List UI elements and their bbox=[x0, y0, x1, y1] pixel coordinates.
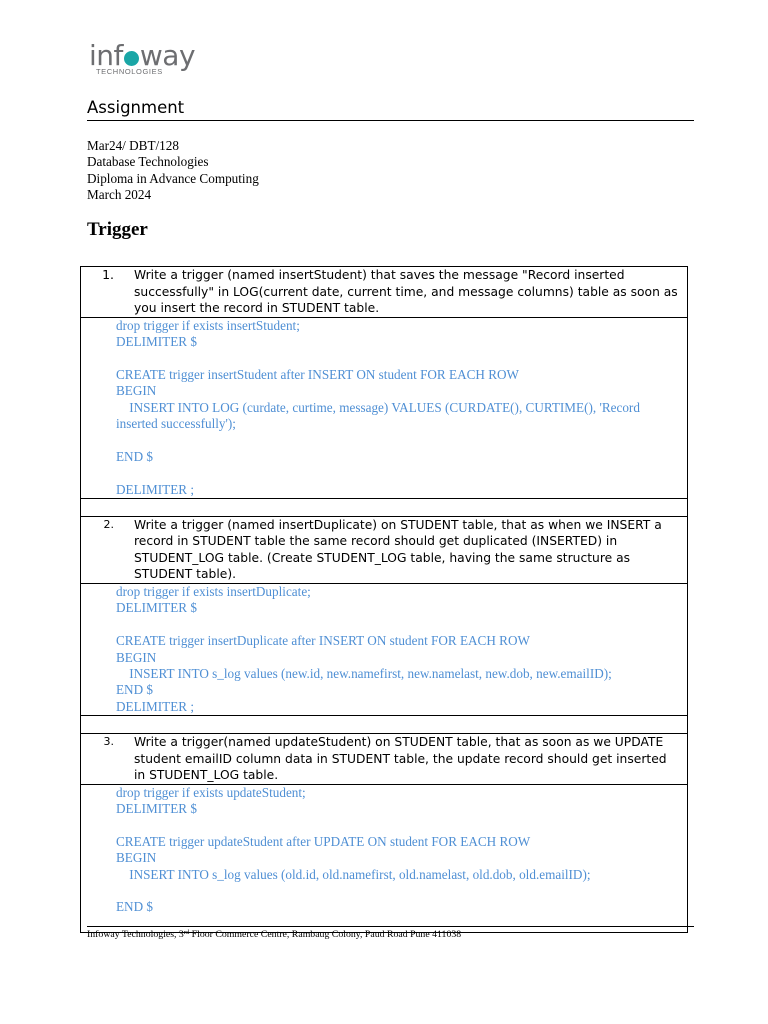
heading-divider bbox=[87, 120, 694, 121]
spacer-row bbox=[81, 498, 688, 516]
code-line: drop trigger if exists insertDuplicate; bbox=[116, 583, 311, 599]
code-line: DELIMITER $ bbox=[116, 600, 197, 616]
code-line bbox=[116, 350, 679, 366]
code-line: INSERT INTO s_log values (old.id, old.namefirst, old.namelast, old.dob, old.emailID); bbox=[116, 866, 591, 882]
footer-divider bbox=[87, 926, 694, 927]
meta-line-date: March 2024 bbox=[87, 187, 152, 203]
meta-line-code: Mar24/ DBT/128 bbox=[87, 138, 179, 153]
footer-address bbox=[87, 929, 461, 940]
code-line: BEGIN bbox=[116, 850, 157, 866]
question-number: 3. bbox=[103, 735, 114, 749]
code-block bbox=[81, 785, 687, 932]
code-line bbox=[116, 432, 679, 448]
question-text: Write a trigger(named updateStudent) on STUDENT table, that as soon as we UPDATE student emailID column data in STUDENT table, the update record should get inserted in STUDENT_LOG table. bbox=[134, 735, 667, 783]
page-heading: Assignment bbox=[87, 98, 185, 117]
question-row bbox=[81, 516, 688, 583]
section-title: Trigger bbox=[87, 219, 148, 240]
logo-text-start: inf bbox=[89, 39, 123, 72]
document-meta bbox=[87, 138, 259, 204]
question-text: Write a trigger (named insertDuplicate) on STUDENT table, that as when we INSERT a record in STUDENT table the same record should get duplicated (INSERTED) in STUDENT_LOG table. (Create STUDENT_LOG table, having the same structure as STUDENT table). bbox=[134, 517, 662, 582]
question-row bbox=[81, 267, 688, 318]
code-block bbox=[81, 318, 687, 498]
code-line: DELIMITER ; bbox=[116, 698, 195, 714]
assignment-table bbox=[80, 266, 688, 933]
code-line bbox=[116, 465, 679, 481]
code-line: END $ bbox=[116, 448, 153, 464]
logo-dot-icon bbox=[124, 51, 139, 66]
code-line: DELIMITER $ bbox=[116, 801, 197, 817]
code-line: END $ bbox=[116, 899, 153, 915]
logo-tagline: TECHNOLOGIES bbox=[96, 67, 163, 76]
code-line bbox=[116, 617, 679, 633]
code-line bbox=[116, 883, 679, 899]
answer-row bbox=[81, 583, 688, 715]
code-line: DELIMITER $ bbox=[116, 333, 197, 349]
meta-line-course: Diploma in Advance Computing bbox=[87, 170, 259, 186]
question-number: 1. bbox=[102, 267, 114, 282]
code-line: END $ bbox=[116, 682, 153, 698]
code-line: INSERT INTO s_log values (new.id, new.namefirst, new.namelast, new.dob, new.emailID); bbox=[116, 665, 612, 681]
meta-line-subject: Database Technologies bbox=[87, 154, 209, 170]
code-block bbox=[81, 584, 687, 715]
code-line: drop trigger if exists insertStudent; bbox=[116, 317, 300, 333]
code-line: DELIMITER ; bbox=[116, 481, 195, 497]
code-line: INSERT INTO LOG (curdate, curtime, message) VALUES (CURDATE(), CURTIME(), 'Record inserted successfully'); bbox=[116, 399, 644, 431]
answer-row bbox=[81, 317, 688, 498]
infoway-logo bbox=[89, 40, 199, 80]
footer-text-end: Floor Commerce Centre, Rambaug Colony, Paud Road Pune 411038 bbox=[189, 929, 462, 940]
question-row bbox=[81, 734, 688, 785]
footer-text-start: Infoway Technologies, 3 bbox=[87, 929, 184, 940]
question-text: Write a trigger (named insertStudent) that saves the message "Record inserted successfully" in LOG(current date, current time, and message columns) table as soon as you insert the record in STUDENT table. bbox=[134, 268, 678, 315]
code-line: CREATE trigger updateStudent after UPDATE ON student FOR EACH ROW bbox=[116, 833, 531, 849]
answer-row bbox=[81, 784, 688, 932]
code-line: CREATE trigger insertStudent after INSERT ON student FOR EACH ROW bbox=[116, 366, 519, 382]
code-line: drop trigger if exists updateStudent; bbox=[116, 784, 306, 800]
code-line bbox=[116, 817, 679, 833]
code-line: CREATE trigger insertDuplicate after INSERT ON student FOR EACH ROW bbox=[116, 633, 530, 649]
footer-ordinal: rd bbox=[183, 929, 190, 936]
spacer-row bbox=[81, 716, 688, 734]
code-line: BEGIN bbox=[116, 383, 157, 399]
question-number: 2. bbox=[103, 517, 114, 531]
logo-text-end: way bbox=[139, 39, 196, 72]
code-line: BEGIN bbox=[116, 649, 157, 665]
